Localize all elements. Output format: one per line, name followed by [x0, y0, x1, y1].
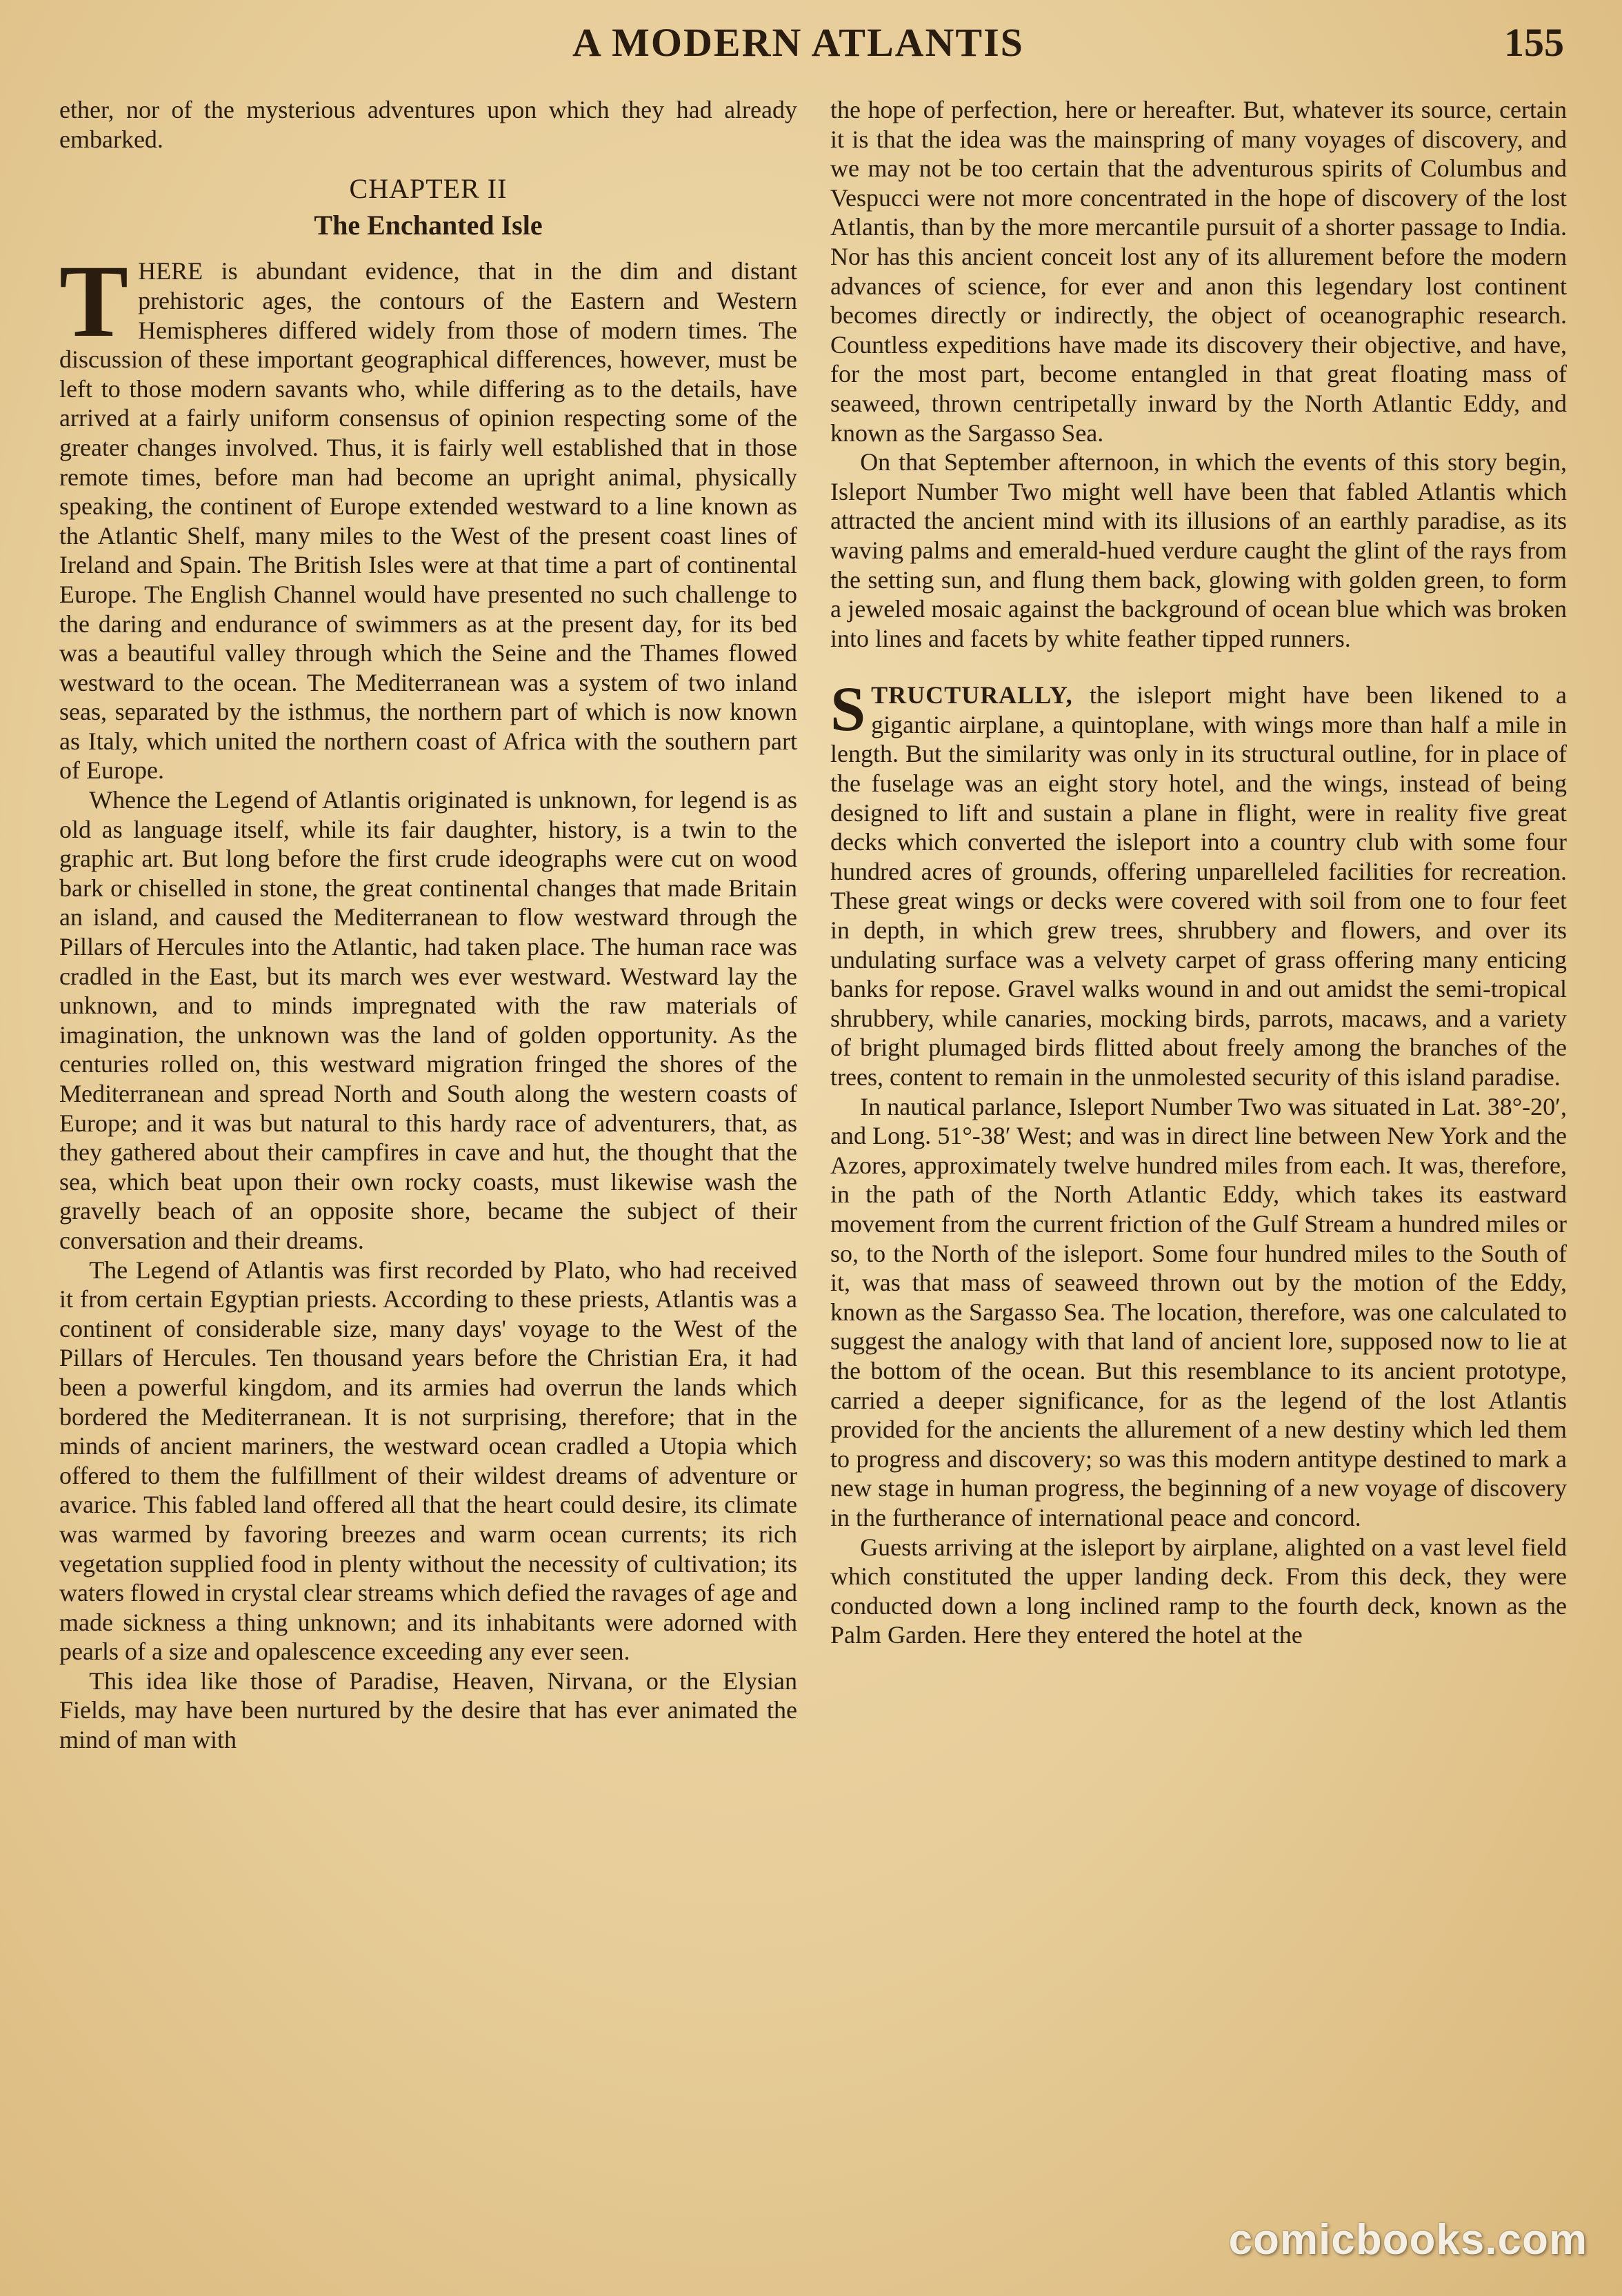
paragraph-2: Whence the Legend of Atlantis originated is unknown, for legend is as old as language itself, while its fair daughter, history, is a twin to the graphic art. But long before the first crude ideographs were cut on wood bark or chiselled in stone, the great continental changes that made Britain an island, and caused the Mediterranean to flow westward through the Pillars of Hercules into the Atlantic, had taken place. The human race was cradled in the East, but its march wes ever westward. Westward lay the unknown, and to minds impregnated with the raw materials of imagination, the unknown was the land of golden opportunity. As the centuries rolled on, this westward migration fringed the shores of the Mediterranean and spread North and South along the western coasts of Europe; and it was but natural to this hardy race of adventurers, that, as they gathered about their campfires in cave and hut, the thought that the sea, which beat upon their own rocky coasts, must likewise wash the gravelly beach of an opposite shore, became the subject of their conversation and their dreams. — [59, 786, 797, 1254]
chapter-number: CHAPTER II — [349, 173, 508, 205]
paragraph-7-text: the isleport might have been likened to a gigantic airplane, a quintoplane, with wings more than half a mile in length. But the similarity was only in its structural outline, for in place of the fuselage was an eight story hotel, and the wings, instead of being designed to lift and sustain a plane in flight, were in reality five great decks which converted the isleport into a country club with some four hundred acres of grounds, offering unparelleled facilities for recreation. These great wings or decks were covered with soil from one to four feet in depth, in which grew trees, shrubbery and flowers, and over its undulating surface was a velvety carpet of grass offering many enticing banks for repose. Gravel walks wound in and out amidst the semi-tropical shrubbery, while canaries, mocking birds, parrots, macaws, and a variety of bright plumaged birds flitted about freely among the branches of the trees, content to remain in the unmolested security of this island paradise. — [830, 681, 1567, 1091]
drop-cap-s: S — [830, 674, 866, 745]
paragraph-1-text: HERE is abundant evidence, that in the dim and distant prehistoric ages, the contours of the Eastern and Western Hemispheres differed widely from those of modern times. The discussion of these important geographical differences, however, must be left to those modern savants who, while differing as to the details, have arrived at a fairly uniform consensus of opinion respecting some of the greater changes involved. Thus, it is fairly well established that in those remote times, before man had become an upright animal, physically speaking, the continent of Europe extended westward to a line known as the Atlantic Shelf, many miles to the West of the present coast lines of Ireland and Spain. The British Isles were at that time a part of continental Europe. The English Channel would have presented no such challenge to the daring and endurance of swimmers as at the present day, for its bed was a beautiful valley through which the Seine and the Thames flowed westward to the ocean. The Mediterranean was a system of two inland seas, separated by the isthmus, the northern part of which is now known as Italy, which united the northern coast of Africa with the southern part of Europe. — [59, 257, 797, 785]
paragraph-6: On that September afternoon, in which the events of this story begin, Isleport Number Two might well have been that fabled Atlantis which attracted the ancient mind with its illusions of an earthly paradise, as its waving palms and emerald-hued verdure caught the glint of the rays from the setting sun, and flung them back, glowing with golden green, to form a jeweled mosaic against the background of ocean blue which was broken into lines and facets by white feather tipped runners. — [830, 448, 1567, 652]
drop-cap-t: T — [59, 244, 129, 359]
paragraph-4: This idea like those of Paradise, Heaven, Nirvana, or the Elysian Fields, may have been nurtured by the desire that has ever animated the mind of man with — [59, 1666, 797, 1754]
running-title: A MODERN ATLANTIS — [572, 20, 1024, 65]
opening-paragraph: ether, nor of the mysterious adventures upon which they had already embarked. — [59, 96, 797, 153]
chapter-title: The Enchanted Isle — [314, 209, 543, 241]
lead-word: TRUCTURALLY, — [871, 681, 1073, 709]
paragraph-3: The Legend of Atlantis was first recorded by Plato, who had received it from certain Egyptian priests. According to these priests, Atlantis was a continent of considerable size, many days' voyage to the West of the Pillars of Hercules. Ten thousand years before the Christian Era, it had been a powerful kingdom, and its armies had overrun the lands which bordered the Mediterranean. It is not surprising, therefore; that in the minds of ancient mariners, the westward ocean cradled a Utopia which offered to them the fulfillment of their wildest dreams of adventure or avarice. This fabled land offered all that the heart could desire, its climate was warmed by favoring breezes and warm ocean currents; its rich vegetation supplied food in plenty without the necessity of cultivation; its waters flowed in crystal clear streams which defied the ravages of age and made sickness a thing unknown; and its inhabitants were adorned with pearls of a size and opalescence exceeding any ever seen. — [59, 1256, 797, 1666]
right-column — [830, 95, 1567, 2246]
section-break — [830, 653, 1567, 681]
paragraph-5: the hope of perfection, here or hereafter. But, whatever its source, certain it is that the idea was the mainspring of many voyages of discovery, and we may not be too certain that the adventurous spirits of Columbus and Vespucci were not more concentrated in the hope of discovery of the lost Atlantis, than by the more mercantile pursuit of a shorter passage to India. Nor has this ancient conceit lost any of its allurement before the modern advances of science, for ever and anon this legendary lost continent becomes directly or indirectly, the object of oceanographic research. Countless expeditions have made its discovery their objective, and have, for the most part, become entangled in that great floating mass of seaweed, thrown centripetally inward by the North Atlantic Eddy, and known as the Sargasso Sea. — [830, 96, 1567, 447]
paragraph-1 — [59, 244, 797, 785]
paragraph-7 — [830, 674, 1567, 1091]
page-number: 155 — [1504, 20, 1564, 65]
watermark-logo: comicbooks.com — [1228, 2216, 1588, 2264]
running-head — [0, 19, 1622, 74]
left-column — [59, 95, 797, 2246]
paragraph-8: In nautical parlance, Isleport Number Two was situated in Lat. 38°-20′, and Long. 51°-38′ West; and was in direct line between New York and the Azores, approximately twelve hundred miles from each. It was, therefore, in the path of the North Atlantic Eddy, which takes its eastward movement from the current friction of the Gulf Stream a hundred miles or so, to the North of the isleport. Some four hundred miles to the South of it, was that mass of seaweed thrown out by the motion of the Eddy, known as the Sargasso Sea. The location, therefore, was one calculated to suggest the analogy with that land of ancient lore, supposed now to lie at the bottom of the ocean. But this resemblance to its ancient prototype, carried a deeper significance, for as the legend of the lost Atlantis provided for the ancients the allurement of a new destiny which led them to progress and discovery; so was this modern antitype destined to mark a new stage in human progress, the beginning of a new voyage of discovery in the furtherance of international peace and concord. — [830, 1092, 1567, 1531]
paragraph-9: Guests arriving at the isleport by airplane, alighted on a vast level field which constituted the upper landing deck. From this deck, they were conducted down a long inclined ramp to the fourth deck, known as the Palm Garden. Here they entered the hotel at the — [830, 1533, 1567, 1649]
